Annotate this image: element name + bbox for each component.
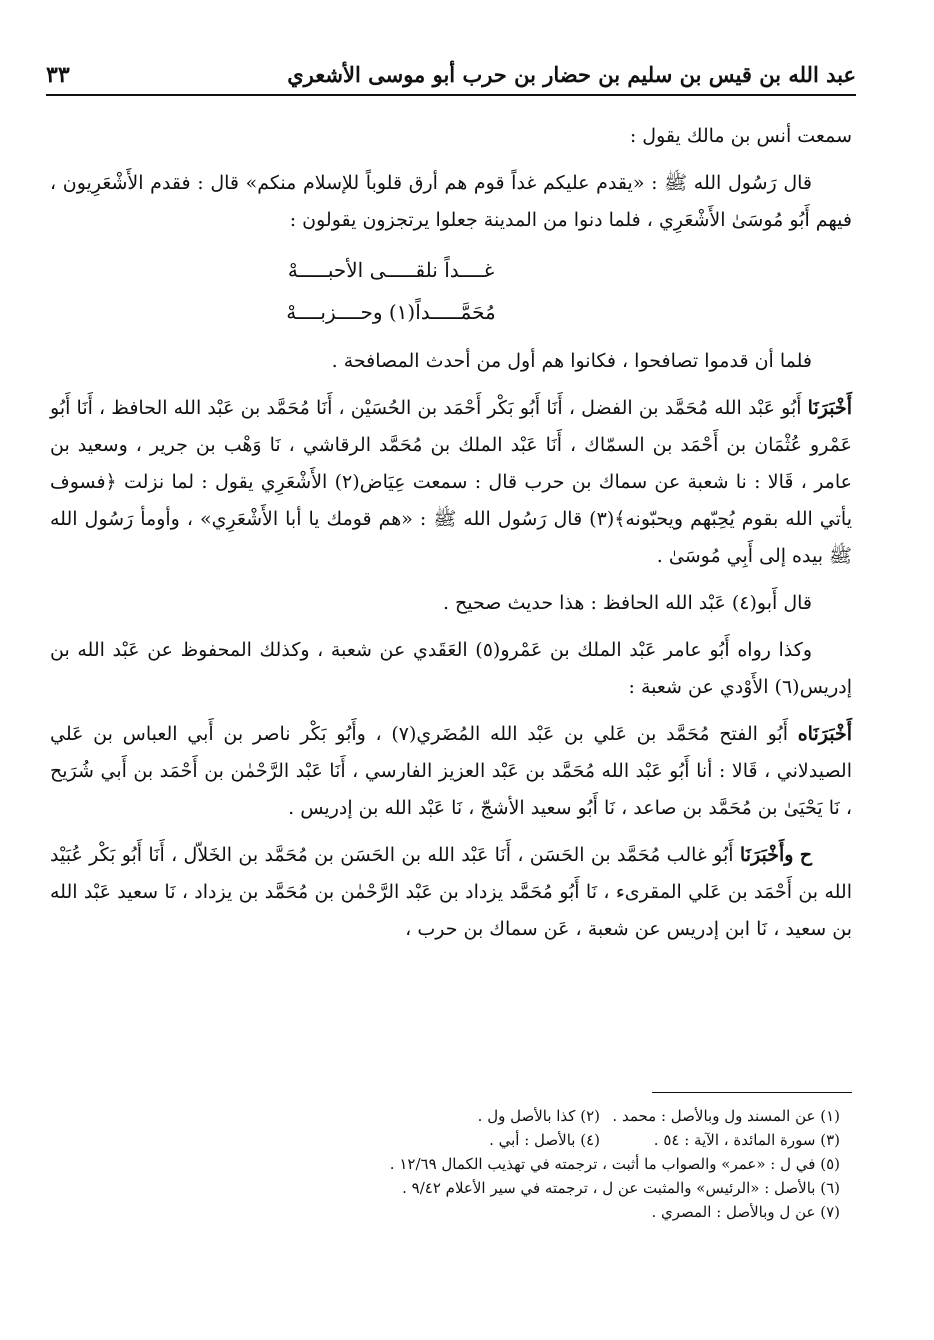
footnote-1: (١) عن المسند ول وبالأصل : محمد .	[612, 1107, 840, 1125]
paragraph-7	[50, 716, 852, 827]
footnote-5: (٥) في ل : «عمر» والصواب ما أثبت ، ترجمته في تهذيب الكمال ١٢/٦٩ .	[389, 1155, 840, 1173]
footnote-rule	[652, 1092, 852, 1093]
poem-line-1: غــــداً نلقـــــى الأحبـــــهْ	[287, 258, 495, 282]
paragraph-6: وكذا رواه أَبُو عامر عَبْد الملك بن عَمْرو(٥) العَقَدي عن شعبة ، وكذلك المحفوظ عن عَبْد الله بن إدريس(٦) الأَوْدي عن شعبة :	[50, 639, 852, 698]
isnad-lead-4: أَخْبَرَنَا	[807, 397, 852, 419]
paragraph-4	[50, 390, 852, 575]
header-rule	[46, 94, 856, 96]
isnad-lead-8: وأَخْبَرَنَا	[739, 844, 794, 866]
body-text	[50, 118, 852, 958]
paragraph-2: قال رَسُول الله ﷺ : «يقدم عليكم غداً قوم هم أرق قلوباً للإسلام منكم» قال : فقدم الأَشْعَرِيون ، فيهم أَبُو مُوسَىٰ الأَشْعَرِي ، فلما دنوا من المدينة جعلوا يرتجزون يقولون :	[50, 172, 852, 231]
paragraph-7-text: أَبُو الفتح مُحَمَّد بن عَلي بن عَبْد الله المُضَري(٧) ، وأَبُو بَكْر ناصر بن أَبي العباس بن عَلي الصيدلاني ، قَالا : أنا أَبُو عَبْد الله مُحَمَّد بن عَبْد العزيز الفارسي ، أَنَا عَبْد الرَّحْمٰن بن أَحْمَد بن أَبي شُرَيح ، نَا يَحْيَىٰ بن مُحَمَّد بن صاعد ، نَا أَبُو سعيد الأشجّ ، نَا عَبْد الله بن إدريس .	[50, 723, 852, 819]
paragraph-5: قال أَبو(٤) عَبْد الله الحافظ : هذا حديث صحيح .	[442, 592, 812, 614]
footnote-row	[140, 1128, 840, 1152]
footnotes	[140, 1104, 840, 1224]
isnad-lead-7: أَخْبَرَنَاه	[797, 723, 852, 745]
paragraph-8-text: أَبُو غالب مُحَمَّد بن الحَسَن ، أَنَا عَبْد الله بن الحَسَن بن مُحَمَّد بن الخَلاّل ، أَنَا أَبُو بَكْر عُبَيْد الله بن أَحْمَد بن عَلي المقرىء ، نَا أَبُو مُحَمَّد يزداد بن عَبْد الرَّحْمٰن بن مُحَمَّد بن يزداد ، نَا سعيد عَبْد الله بن سعيد ، نَا ابن إدريس عن شعبة ، عَن سماك بن حرب ،	[50, 844, 852, 940]
poem	[50, 249, 852, 333]
footnote-3: (٣) سورة المائدة ، الآية : ٥٤ .	[653, 1131, 840, 1149]
paragraph-4-text: أَبُو عَبْد الله مُحَمَّد بن الفضل ، أَنَا أَبُو بَكْر أَحْمَد بن الحُسَيْن ، أَنَا مُحَمَّد بن عَبْد الله الحافظ ، أَنَا أَبُو عَمْرو عُثْمَان بن أَحْمَد بن السمّاك ، أَنَا عَبْد الملك بن مُحَمَّد الرقاشي ، نَا وَهْب بن جرير ، وسعيد بن عامر ، قَالا : نا شعبة عن سماك بن حرب قال : سمعت عِيَاض(٢) الأَشْعَرِي يقول : لما نزلت ﴿فسوف يأتي الله بقوم يُحِبّهم ويحبّونه﴾(٣) قال رَسُول الله ﷺ : «هم قومك يا أبا الأَشْعَرِي» ، وأومأ رَسُول الله ﷺ بيده إلى أَبِي مُوسَىٰ .	[50, 397, 852, 567]
footnote-6: (٦) بالأصل : «الرئيس» والمثبت عن ل ، ترجمته في سير الأعلام ٩/٤٢ .	[402, 1179, 840, 1197]
tahwil-mark: ح	[799, 844, 813, 866]
poem-line-2: مُحَمَّـــــداً(١) وحــــزبــــهْ	[286, 300, 496, 324]
page-header	[46, 58, 856, 98]
footnote-row	[140, 1104, 840, 1128]
footnote-2: (٢) كذا بالأصل ول .	[477, 1107, 600, 1125]
paragraph-8	[50, 837, 852, 948]
page-number: ٣٣	[46, 62, 70, 88]
paragraph-1: سمعت أنس بن مالك يقول :	[629, 125, 852, 147]
running-title: عبد الله بن قيس بن سليم بن حضار بن حرب أبو موسى الأشعري	[287, 62, 856, 87]
footnote-4: (٤) بالأصل : أبي .	[489, 1131, 600, 1149]
paragraph-3: فلما أن قدموا تصافحوا ، فكانوا هم أول من أحدث المصافحة .	[331, 350, 812, 372]
footnote-7: (٧) عن ل وبالأصل : المصري .	[651, 1203, 840, 1221]
